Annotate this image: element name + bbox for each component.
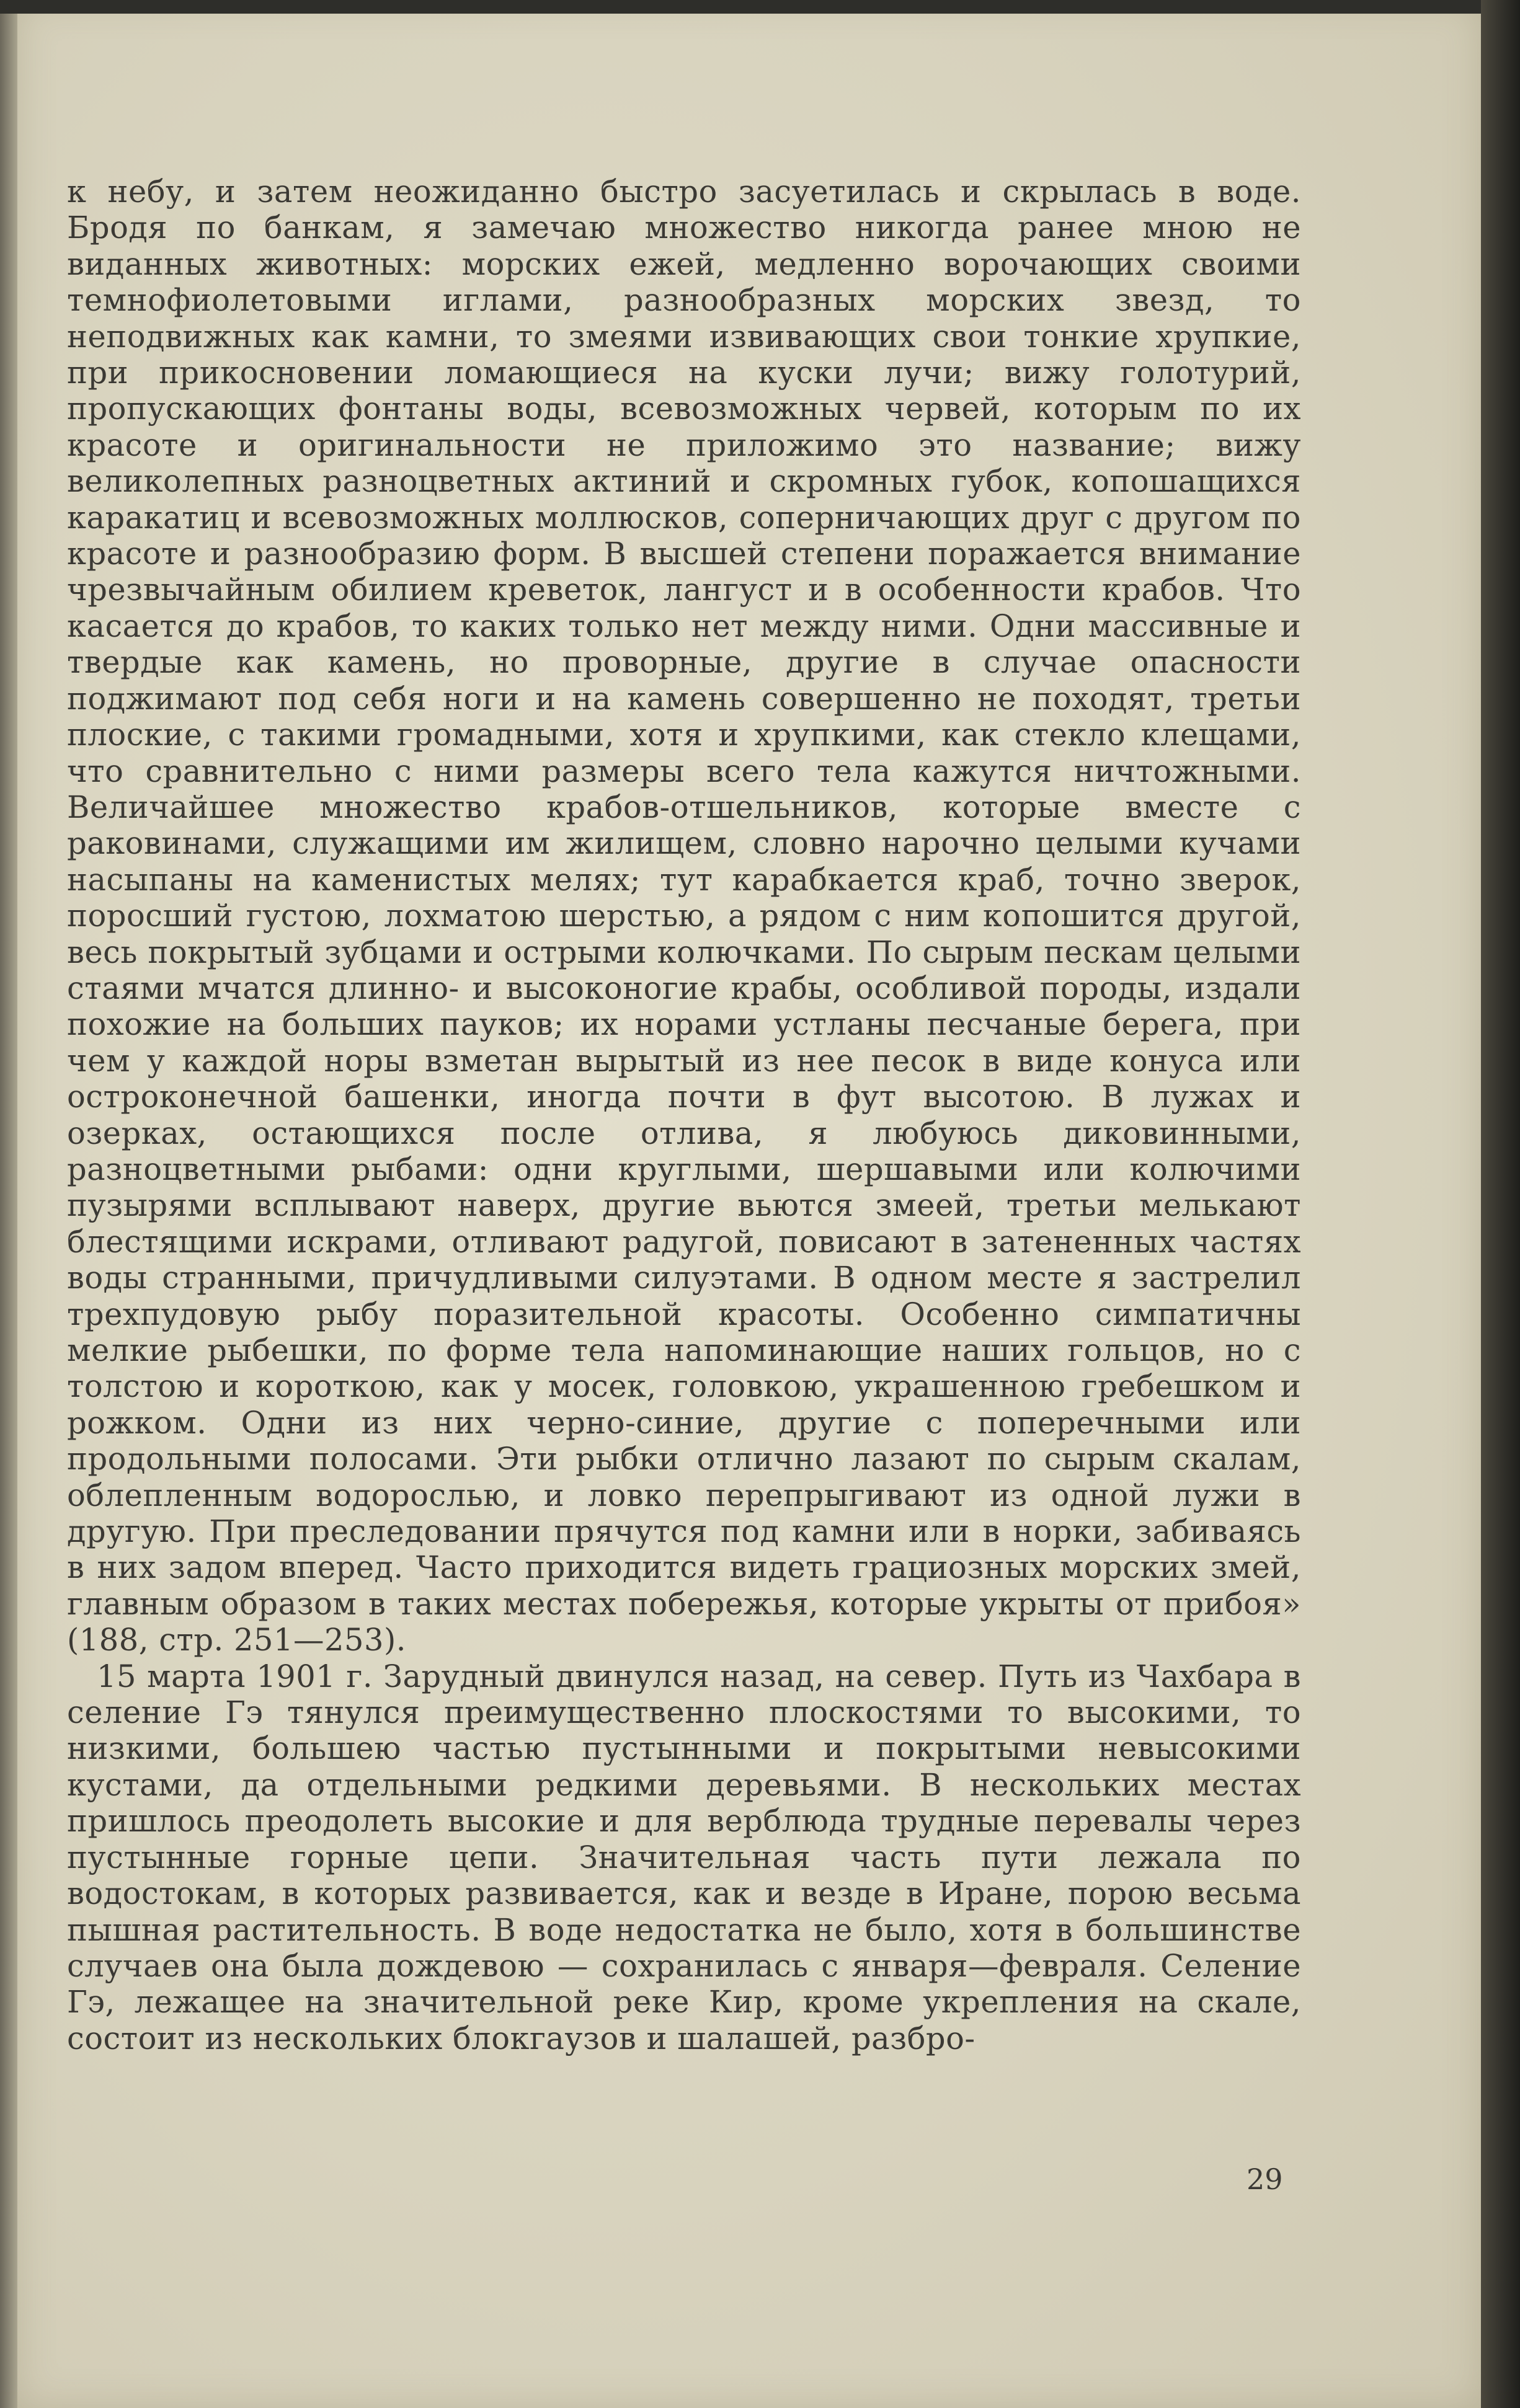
page-number: 29 [1247, 2162, 1283, 2196]
paragraph-1: к небу, и затем неожиданно быстро засуетилась и скрылась в воде. Бродя по банкам, я замечаю множество никогда ранее мною не виданных животных: морских ежей, медленно ворочающих своими темнофиолетовыми иглами, разнообразных морских звезд, то неподвижных как камни, то змеями извивающих свои тонкие хрупкие, при прикосновении ломающиеся на куски лучи; вижу голотурий, пропускающих фонтаны воды, всевозможных червей, которым по их красоте и оригинальности не приложимо это название; вижу великолепных разноцветных актиний и скромных губок, копошащихся каракатиц и всевозможных моллюсков, соперничающих друг с другом по красоте и разнообразию форм. В высшей степени поражается внимание чрезвычайным обилием креветок, лангуст и в особенности крабов. Что касается до крабов, то каких только нет между ними. Одни массивные и твердые как камень, но проворные, другие в случае опасности поджимают под себя ноги и на камень совершенно не походят, третьи плоские, с такими громадными, хотя и хрупкими, как стекло клещами, что сравнительно с ними размеры всего тела кажутся ничтожными. Величайшее множество крабов-отшельников, которые вместе с раковинами, служащими им жилищем, словно нарочно целыми кучами насыпаны на каменистых мелях; тут карабкается краб, точно зверок, поросший густою, лохматою шерстью, а рядом с ним копошится другой, весь покрытый зубцами и острыми колючками. По сырым пескам целыми стаями мчатся длинно- и высоконогие крабы, особливой породы, издали похожие на больших пауков; их норами устланы песчаные берега, при чем у каждой норы взметан вырытый из нее песок в виде конуса или остроконечной башенки, иногда почти в фут высотою. В лужах и озерках, остающихся после отлива, я любуюсь диковинными, разноцветными рыбами: одни круглыми, шершавыми или колючими пузырями всплывают наверх, другие вьются змеей, третьи мелькают блестящими искрами, отливают радугой, повисают в затененных частях воды странными, причудливыми силуэтами. В одном месте я застрелил трехпудовую рыбу поразительной красоты. Особенно симпатичны мелкие рыбешки, по форме тела напоминающие наших гольцов, но с толстою и короткою, как у мосек, головкою, украшенною гребешком и рожком. Одни из них черно-синие, другие с поперечными или продольными полосами. Эти рыбки отлично лазают по сырым скалам, облепленным водорослью, и ловко перепрыгивают из одной лужи в другую. При преследовании прячутся под камни или в норки, забиваясь в них задом вперед. Часто приходится видеть грациозных морских змей, главным образом в таких местах побережья, которые укрыты от прибоя» (188, стр. 251—253). [67, 174, 1301, 1658]
page-left-edge [0, 0, 17, 2408]
paragraph-2: 15 марта 1901 г. Зарудный двинулся назад, на север. Путь из Чахбара в селение Гэ тянулся преимущественно плоскостями то высокими, то низкими, большею частью пустынными и покрытыми невысокими кустами, да отдельными редкими деревьями. В нескольких местах пришлось преодолеть высокие и для верблюда трудные перевалы через пустынные горные цепи. Значительная часть пути лежала по водостокам, в которых развивается, как и везде в Иране, порою весьма пышная растительность. В воде недостатка не было, хотя в большинстве случаев она была дождевою — сохранилась с января—февраля. Селение Гэ, лежащее на значительной реке Кир, кроме укрепления на скале, состоит из нескольких блокгаузов и шалашей, разбро- [67, 1658, 1301, 2056]
body-text [67, 174, 1301, 2056]
scan-top-edge [0, 0, 1520, 14]
scan-right-edge [1481, 0, 1520, 2408]
